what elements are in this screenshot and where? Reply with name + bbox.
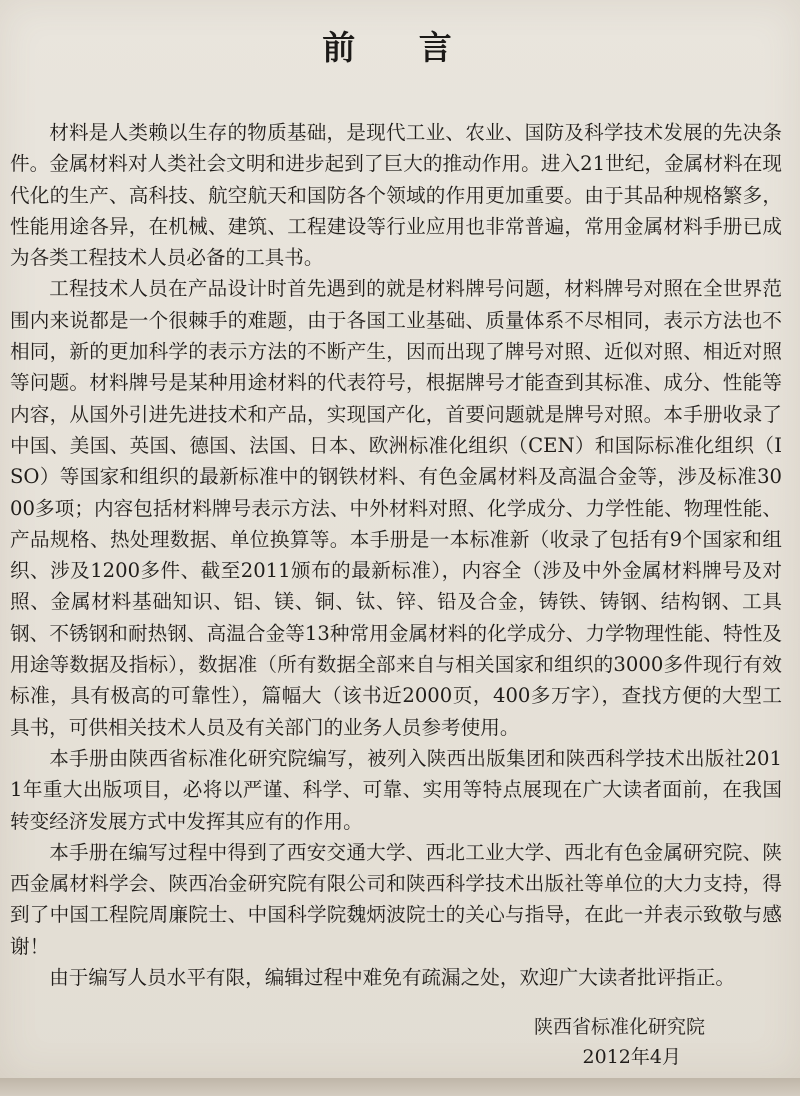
preface-body [10, 117, 782, 993]
paragraph: 材料是人类赖以生存的物质基础，是现代工业、农业、国防及科学技术发展的先决条件。金属材料对人类社会文明和进步起到了巨大的推动作用。进入21世纪，金属材料在现代化的生产、高科技、航空航天和国防各个领域的作用更加重要。由于其品种规格繁多，性能用途各异，在机械、建筑、工程建设等行业应用也非常普遍，常用金属材料手册已成为各类工程技术人员必备的工具书。 [10, 121, 782, 270]
signature-organization: 陕西省标准化研究院 [533, 1016, 705, 1038]
signature-date: 2012年4月 [582, 1046, 681, 1068]
paragraph: 本手册由陕西省标准化研究院编写，被列入陕西出版集团和陕西科学技术出版社2011年重大出版项目，必将以严谨、科学、可靠、实用等特点展现在广大读者面前，在我国转变经济发展方式中发挥其应有的作用。 [10, 746, 782, 833]
paragraph: 由于编写人员水平有限，编辑过程中难免有疏漏之处，欢迎广大读者批评指正。 [49, 966, 735, 990]
paragraph: 工程技术人员在产品设计时首先遇到的就是材料牌号问题，材料牌号对照在全世界范围内来说都是一个很棘手的难题，由于各国工业基础、质量体系不尽相同，表示方法也不相同，新的更加科学的表示方法的不断产生，因而出现了牌号对照、近似对照、相近对照等问题。材料牌号是某种用途材料的代表符号，根据牌号才能查到其标准、成分、性能等内容，从国外引进先进技术和产品，实现国产化，首要问题就是牌号对照。本手册收录了中国、美国、英国、德国、法国、日本、欧洲标准化组织（CEN）和国际标准化组织（ISO）等国家和组织的最新标准中的钢铁材料、有色金属材料及高温合金等，涉及标准3000多项；内容包括材料牌号表示方法、中外材料对照、化学成分、力学性能、物理性能、产品规格、热处理数据、单位换算等。本手册是一本标准新（收录了包括有9个国家和组织、涉及1200多件、截至2011颁布的最新标准），内容全（涉及中外金属材料牌号及对照、金属材料基础知识、铝、镁、铜、钛、锌、铅及合金，铸铁、铸钢、结构钢、工具钢、不锈钢和耐热钢、高温合金等13种常用金属材料的化学成分、力学物理性能、特性及用途等数据及指标），数据准（所有数据全部来自与相关国家和组织的3000多件现行有效标准，具有极高的可靠性），篇幅大（该书近2000页，400多万字），查找方便的大型工具书，可供相关技术人员及有关部门的业务人员参考使用。 [10, 277, 782, 739]
signature-block [534, 1012, 705, 1072]
paragraph: 本手册在编写过程中得到了西安交通大学、西北工业大学、西北有色金属研究院、陕西金属材料学会、陕西冶金研究院有限公司和陕西科学技术出版社等单位的大力支持，得到了中国工程院周廉院士、中国科学院魏炳波院士的关心与指导，在此一并表示致敬与感谢！ [10, 840, 782, 958]
page-bottom-edge [0, 1078, 800, 1096]
page-title: 前 言 [322, 28, 478, 67]
